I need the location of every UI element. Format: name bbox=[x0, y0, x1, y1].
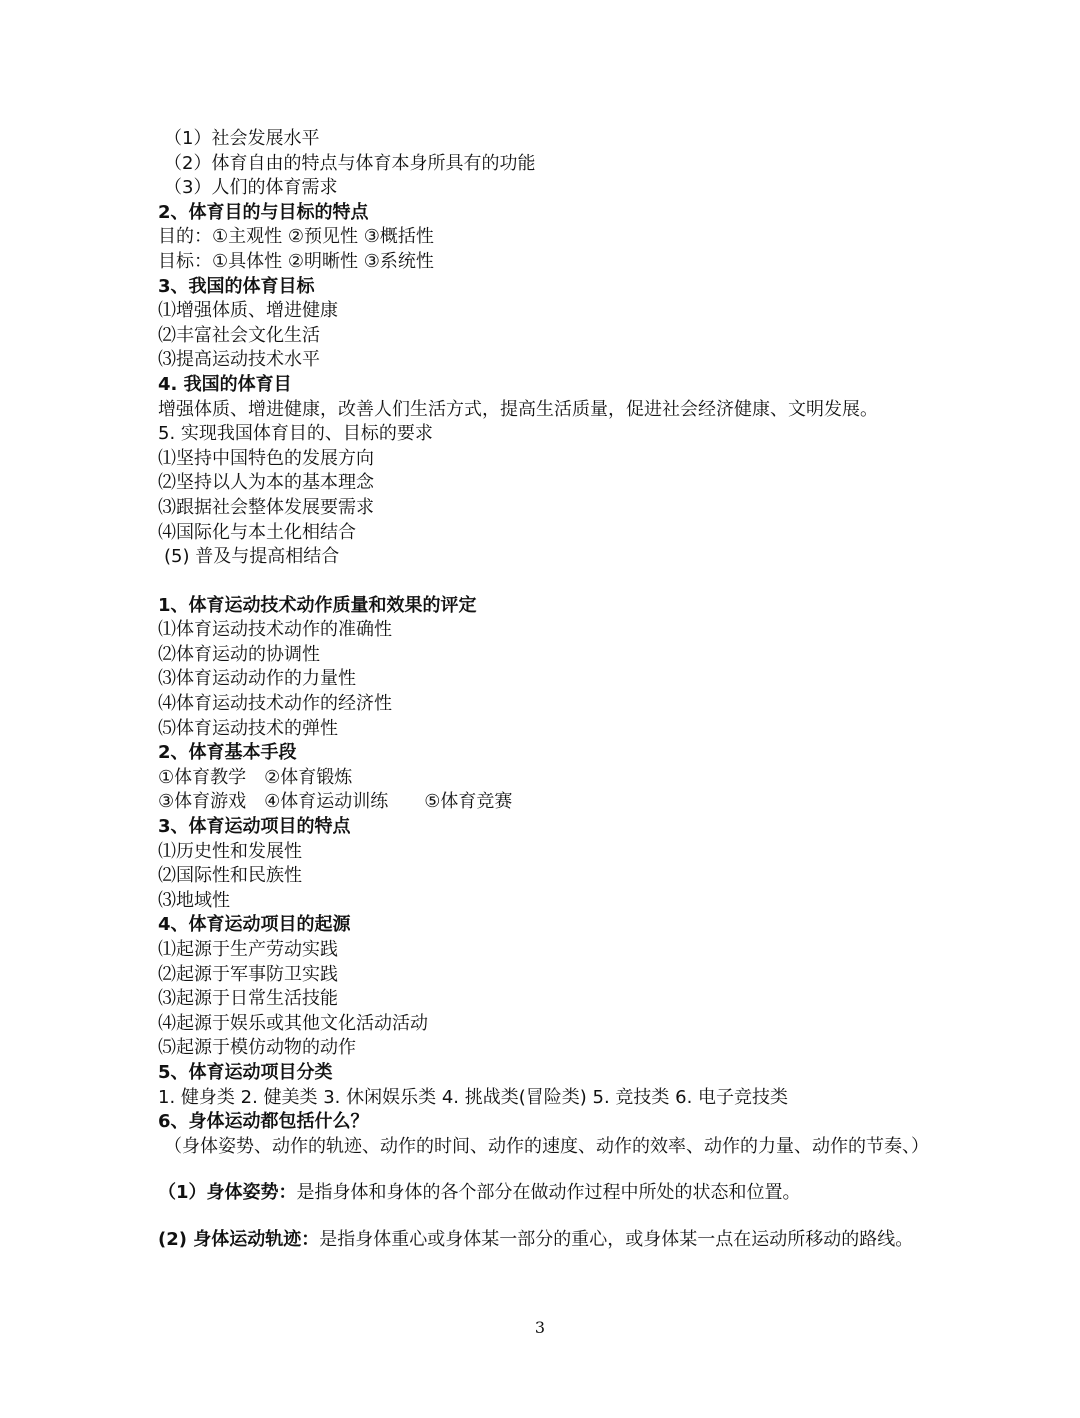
paragraph-spacer bbox=[158, 1159, 1018, 1181]
text-line: ⑶地域性 bbox=[158, 889, 230, 911]
paragraph-text: 是指身体和身体的各个部分在做动作过程中所处的状态和位置。 bbox=[296, 1182, 801, 1204]
section-heading: 6、身体运动都包括什么？ bbox=[158, 1111, 369, 1133]
section-heading: 1、体育运动技术动作质量和效果的评定 bbox=[158, 594, 477, 616]
text-line: ⑴坚持中国特色的发展方向 bbox=[158, 447, 374, 469]
paragraph-label: (2) 身体运动轨迹： bbox=[158, 1228, 320, 1250]
text-line: ⑷体育运动技术动作的经济性 bbox=[158, 693, 392, 715]
text-line: 1. 健身类 2. 健美类 3. 休闲娱乐类 4. 挑战类(冒险类) 5. 竞技类 6. 电子竞技类 bbox=[158, 1086, 789, 1108]
paragraph-text: 是指身体重心或身体某一部分的重心，或身体某一点在运动所移动的路线。 bbox=[319, 1228, 914, 1250]
page-content bbox=[158, 127, 1018, 1253]
text-line: ⑵国际性和民族性 bbox=[158, 865, 302, 887]
section-heading: 2、体育目的与目标的特点 bbox=[158, 201, 369, 223]
text-line: ⑵丰富社会文化生活 bbox=[158, 324, 320, 346]
section-heading: 3、我国的体育目标 bbox=[158, 275, 315, 297]
section-spacer bbox=[158, 570, 1018, 594]
paragraph-movement-trajectory bbox=[158, 1228, 1018, 1253]
section-goals bbox=[158, 127, 1018, 570]
text-line: ⑷国际化与本土化相结合 bbox=[158, 521, 356, 543]
section-sport-techniques bbox=[158, 594, 1018, 1160]
text-line: ①体育教学 ②体育锻炼 bbox=[158, 766, 353, 788]
text-line: ⑶体育运动动作的力量性 bbox=[158, 668, 356, 690]
text-line: ⑷起源于娱乐或其他文化活动活动 bbox=[158, 1012, 428, 1034]
text-line: 目标：①具体性 ②明晰性 ③系统性 bbox=[158, 250, 434, 272]
text-line: ⑴历史性和发展性 bbox=[158, 840, 302, 862]
text-line: ⑴增强体质、增进健康 bbox=[158, 300, 338, 322]
text-line: ⑵坚持以人为本的基本理念 bbox=[158, 472, 374, 494]
text-line: 5. 实现我国体育目的、目标的要求 bbox=[158, 423, 433, 445]
text-line: ③体育游戏 ④体育运动训练 ⑤体育竞赛 bbox=[158, 791, 513, 813]
text-line: 目的：①主观性 ②预见性 ③概括性 bbox=[158, 226, 434, 248]
text-line: （3）人们的体育需求 bbox=[164, 177, 338, 199]
section-heading: 4、体育运动项目的起源 bbox=[158, 914, 351, 936]
text-line: ⑸体育运动技术的弹性 bbox=[158, 717, 338, 739]
paragraph-spacer bbox=[158, 1206, 1018, 1228]
text-line: ⑶跟据社会整体发展要需求 bbox=[158, 496, 374, 518]
text-line: 增强体质、增进健康，改善人们生活方式，提高生活质量，促进社会经济健康、文明发展。 bbox=[158, 398, 878, 420]
text-line: ⑵体育运动的协调性 bbox=[158, 643, 320, 665]
text-line: （身体姿势、动作的轨迹、动作的时间、动作的速度、动作的效率、动作的力量、动作的节奏、） bbox=[164, 1135, 929, 1157]
section-heading: 2、体育基本手段 bbox=[158, 742, 297, 764]
text-line: ⑶起源于日常生活技能 bbox=[158, 988, 338, 1010]
section-heading: 5、体育运动项目分类 bbox=[158, 1061, 333, 1083]
text-line: ⑴起源于生产劳动实践 bbox=[158, 939, 338, 960]
text-line: ⑸起源于模仿动物的动作 bbox=[158, 1037, 356, 1059]
section-heading: 4. 我国的体育目 bbox=[158, 373, 292, 395]
section-heading: 3、体育运动项目的特点 bbox=[158, 816, 351, 838]
text-line: ⑶提高运动技术水平 bbox=[158, 349, 320, 371]
text-line: （2）体育自由的特点与体育本身所具有的功能 bbox=[164, 152, 536, 174]
page-number: 3 bbox=[534, 1318, 546, 1337]
text-line: （1）社会发展水平 bbox=[164, 128, 320, 149]
text-line: (5) 普及与提高相结合 bbox=[164, 546, 340, 568]
text-line: ⑵起源于军事防卫实践 bbox=[158, 963, 338, 985]
paragraph-body-posture bbox=[158, 1181, 1018, 1206]
text-line: ⑴体育运动技术动作的准确性 bbox=[158, 619, 392, 641]
paragraph-label: （1）身体姿势： bbox=[158, 1182, 297, 1204]
